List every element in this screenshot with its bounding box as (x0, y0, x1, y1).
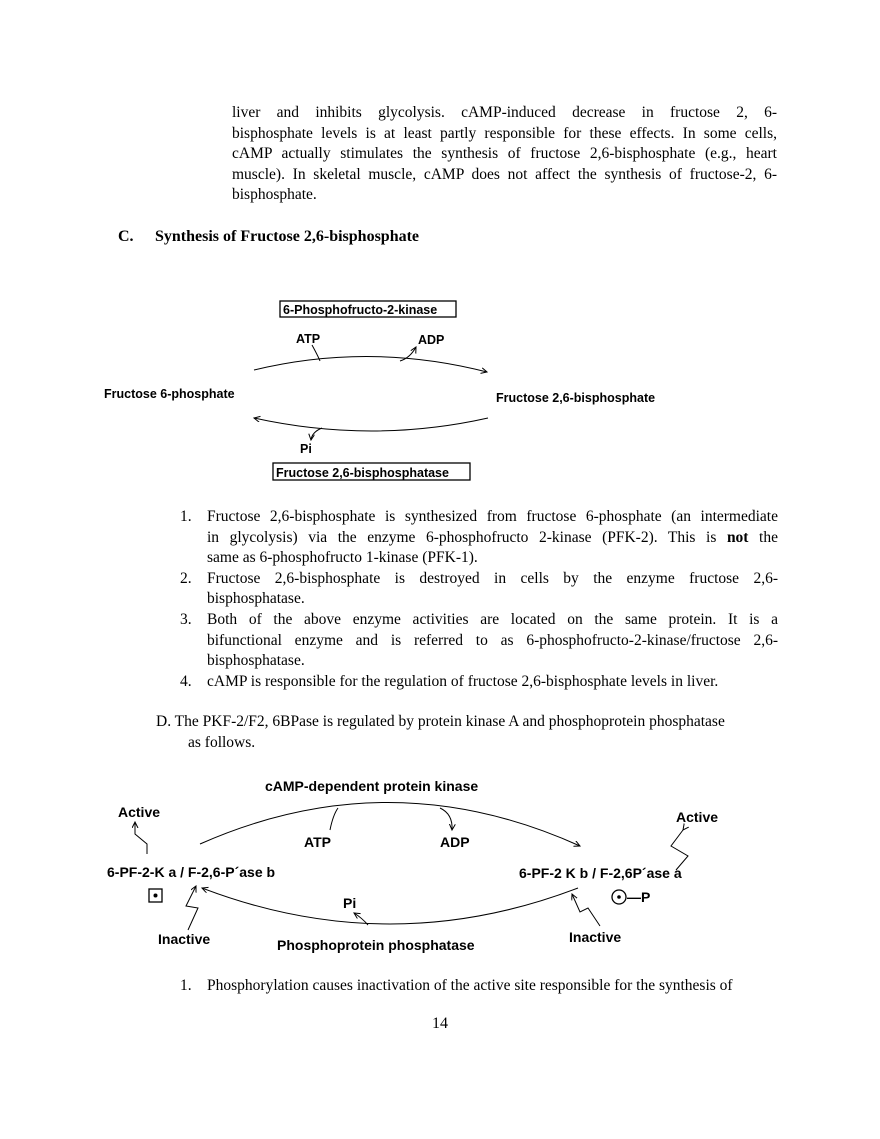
list-line: Both of the above enzyme activities are located on the same protein. It is a (207, 610, 778, 628)
section-c-list (180, 507, 778, 692)
list-number: 2. (180, 569, 192, 587)
fructose-26-bisphosphate-label: Fructose 2,6-bisphosphate (496, 391, 656, 405)
list-number: 1. (180, 977, 192, 994)
fructose-6-phosphate-label: Fructose 6-phosphate (104, 387, 235, 401)
atp-in-curve (330, 808, 338, 830)
list-number: 3. (180, 610, 192, 628)
dephosphorylation-arrow (202, 888, 578, 924)
forward-arrow (254, 356, 487, 372)
list-line: Fructose 2,6-bisphosphate is destroyed in cells by the enzyme fructose 2,6- (207, 569, 778, 587)
phosphatase-label: Fructose 2,6-bisphosphatase (276, 466, 449, 480)
regulation-diagram (0, 770, 880, 970)
list-item (180, 672, 778, 693)
phosphoprotein-phosphatase-label: Phosphoprotein phosphatase (277, 937, 475, 953)
phospho-mark: —P (627, 889, 651, 905)
list-line: bisphosphatase. (207, 590, 305, 608)
section-title: Synthesis of Fructose 2,6-bisphosphate (155, 228, 420, 245)
section-d-line: D. The PKF-2/F2, 6BPase is regulated by protein kinase A and phosphoprotein phosphatase (156, 713, 725, 730)
intro-line: muscle). In skeletal muscle, cAMP does not affect the synthesis of fructose-2, 6- (232, 165, 777, 183)
adp-label: ADP (440, 834, 470, 850)
list-line: Phosphorylation causes inactivation of the active site responsible for the synthesis of (207, 977, 733, 994)
box-dot (154, 894, 158, 898)
intro-line: bisphosphate. (232, 186, 317, 204)
camp-kinase-label: cAMP-dependent protein kinase (265, 778, 479, 794)
inactive-right-label: Inactive (569, 929, 622, 945)
adp-label: ADP (418, 333, 445, 347)
active-left-label: Active (118, 804, 161, 820)
inactive-left-label: Inactive (158, 931, 211, 947)
form-a-label: 6-PF-2-K a / F-2,6-P´ase b (107, 864, 276, 880)
list-line-text: in glycolysis) via the enzyme 6-phosphofructo 2-kinase (PFK-2). This is (207, 528, 727, 546)
active-left-arrow (135, 822, 147, 854)
active-right-arrow (671, 830, 688, 870)
atp-label: ATP (304, 834, 331, 850)
intro-line: cAMP actually stimulates the synthesis of fructose 2,6-bisphosphate (e.g., heart (232, 145, 777, 163)
synthesis-diagram (0, 0, 880, 500)
list-line-suffix: the (748, 528, 778, 546)
section-d-line: as follows. (188, 733, 256, 751)
atp-label: ATP (296, 332, 321, 346)
list-item (180, 976, 778, 997)
list-number: 4. (180, 672, 192, 690)
list-item (180, 569, 778, 610)
section-letter: C. (118, 228, 134, 245)
list-line: same as 6-phosphofructo 1-kinase (PFK-1). (207, 549, 478, 567)
list-number: 1. (180, 508, 192, 525)
list-item (180, 610, 778, 672)
adp-out-curve (440, 808, 452, 830)
list-line-with-bold (207, 528, 778, 549)
page-number: 14 (432, 1015, 448, 1032)
phospho-dot (617, 895, 621, 899)
pi-label: Pi (300, 442, 312, 456)
atp-in-curve (312, 345, 320, 361)
list-line: bisphosphatase. (207, 652, 305, 670)
inactive-left-arrow (186, 886, 198, 930)
pi-label: Pi (343, 895, 357, 911)
section-d-text (156, 712, 778, 753)
pi-out-curve (311, 428, 322, 440)
intro-line: liver and inhibits glycolysis. cAMP-induced decrease in fructose 2, 6- (232, 104, 777, 121)
reverse-arrow (254, 418, 488, 431)
form-b-label: 6-PF-2 K b / F-2,6P´ase a (519, 865, 682, 881)
list-line: cAMP is responsible for the regulation of fructose 2,6-bisphosphate levels in liver. (207, 672, 719, 690)
list-line: bifunctional enzyme and is referred to as 6-phosphofructo-2-kinase/fructose 2,6- (207, 631, 778, 649)
phosphorylation-arrow (200, 802, 580, 846)
kinase-label: 6-Phosphofructo-2-kinase (283, 303, 438, 317)
inactive-right-arrow (572, 894, 600, 926)
list-line: Fructose 2,6-bisphosphate is synthesized from fructose 6-phosphate (an intermediate (207, 508, 778, 525)
list-item (180, 507, 778, 569)
active-right-label: Active (676, 809, 719, 825)
emphasis-not: not (726, 528, 749, 546)
section-d-list (180, 976, 778, 997)
intro-line: bisphosphate levels is at least partly responsible for these effects. In some cells, (232, 124, 777, 142)
